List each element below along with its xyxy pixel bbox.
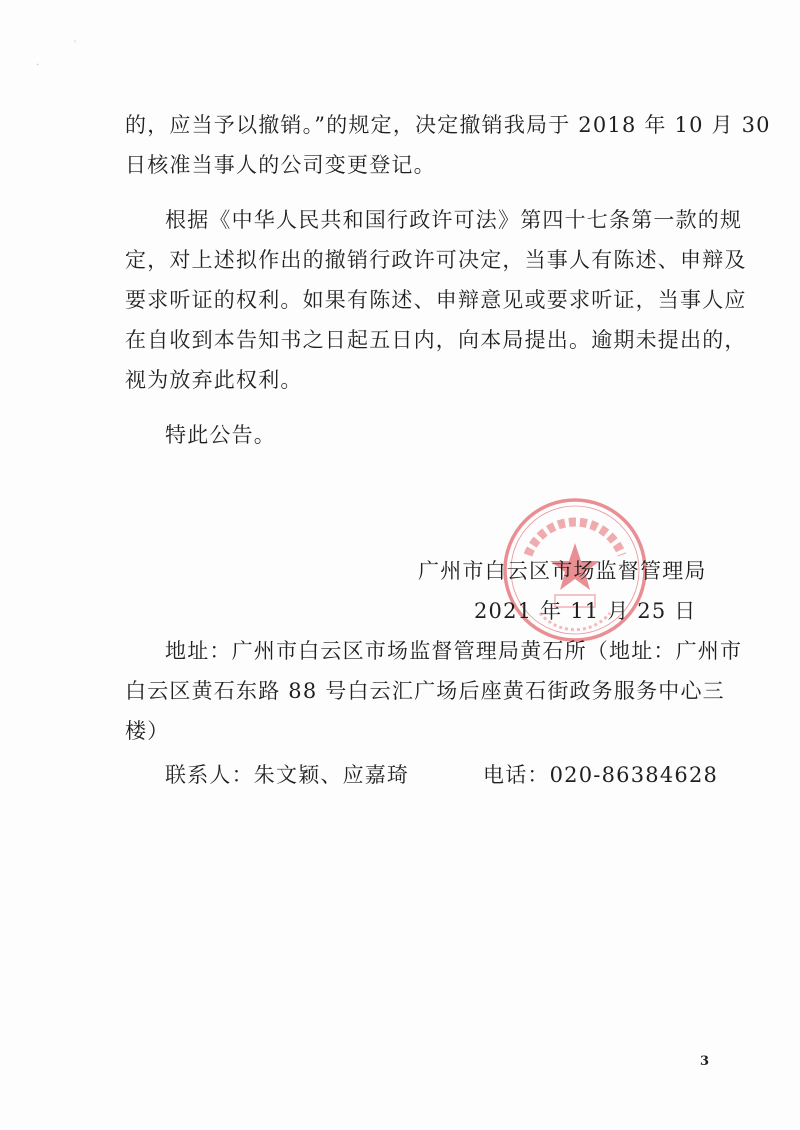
contact-person: 联系人：朱文颖、应嘉琦 xyxy=(165,763,410,787)
paragraph-2-line-5: 视为放弃此权利。 xyxy=(125,368,303,392)
contact-phone: 电话：020-86384628 xyxy=(483,763,719,787)
address-line-1: 地址：广州市白云区市场监督管理局黄石所（地址：广州市 xyxy=(165,639,743,663)
address-line-3: 楼） xyxy=(125,719,170,743)
closing-remark: 特此公告。 xyxy=(165,423,276,447)
paragraph-2-line-4: 在自收到本告知书之日起五日内，向本局提出。逾期未提出的， xyxy=(125,328,747,352)
scan-speck: · xyxy=(36,60,40,71)
paragraph-2-line-1: 根据《中华人民共和国行政许可法》第四十七条第一款的规 xyxy=(165,208,743,232)
address-line-2: 白云区黄石东路 88 号白云汇广场后座黄石街政务服务中心三 xyxy=(125,679,725,703)
issue-date: 2021 年 11 月 25 日 xyxy=(474,599,697,623)
paragraph-2-line-3: 要求听证的权利。如果有陈述、申辩意见或要求听证，当事人应 xyxy=(125,288,747,312)
paragraph-1-line-2: 日核准当事人的公司变更登记。 xyxy=(125,153,436,177)
paragraph-1-line-1: 的，应当予以撤销。”的规定，决定撤销我局于 2018 年 10 月 30 xyxy=(125,113,771,137)
scan-speck: ′ xyxy=(74,40,77,51)
page-number: 3 xyxy=(700,1054,710,1069)
issuing-organization: 广州市白云区市场监督管理局 xyxy=(418,559,707,583)
paragraph-2-line-2: 定，对上述拟作出的撤销行政许可决定，当事人有陈述、申辩及 xyxy=(125,248,747,272)
